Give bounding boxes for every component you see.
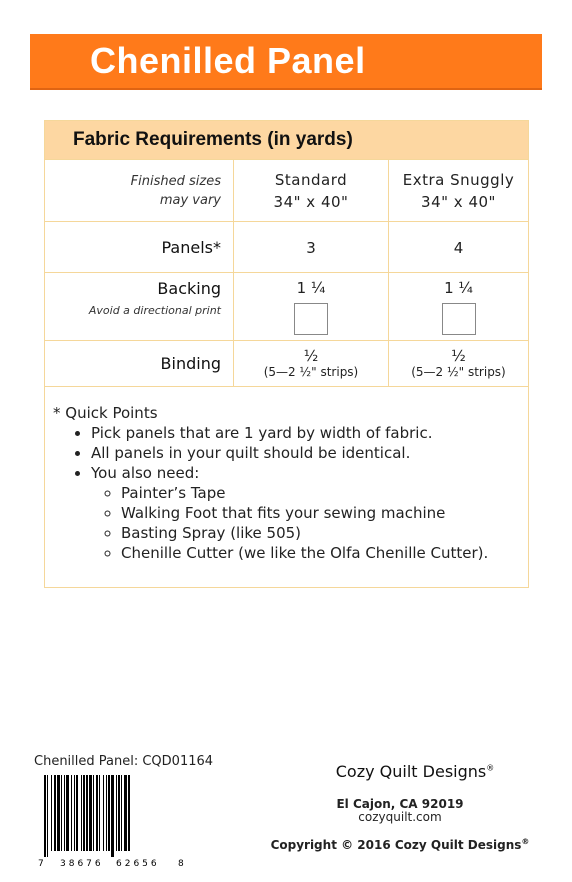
- quick-point-item: • Pick panels that are 1 yard by width of fabric.: [91, 423, 528, 443]
- supplies-list: [91, 483, 528, 563]
- quick-points-heading: * Quick Points: [53, 403, 158, 422]
- barcode-bar: [93, 775, 94, 851]
- backing-extra-swatch: [442, 303, 476, 335]
- panels-label: Panels*: [161, 237, 221, 257]
- binding-row: [45, 341, 528, 386]
- panels-row: [45, 222, 528, 273]
- barcode-bar: [74, 775, 75, 851]
- quick-point-item-label: You also need:: [91, 463, 200, 482]
- barcode-bar: [103, 775, 104, 851]
- barcode-bar: [71, 775, 72, 851]
- panels-standard-cell: [234, 222, 389, 273]
- barcode-bars: [44, 775, 130, 857]
- quick-points: [45, 386, 528, 563]
- backing-note: Avoid a directional print: [88, 304, 221, 317]
- barcode-digit-right: 8: [178, 859, 184, 869]
- page-title: Chenilled Panel: [90, 40, 366, 81]
- size-note-line1: Finished sizes: [130, 173, 221, 189]
- column-standard: [234, 160, 389, 222]
- column-extra-snuggly-name: Extra Snuggly: [402, 170, 515, 189]
- quick-point-item: [91, 463, 528, 563]
- backing-extra-value: 1 ¼: [444, 279, 473, 297]
- binding-label: Binding: [160, 353, 221, 373]
- binding-extra-strips: (5—2 ½" strips): [411, 365, 506, 380]
- quick-points-list: [53, 423, 528, 563]
- barcode-bar: [44, 775, 46, 857]
- title-banner: [30, 34, 542, 90]
- barcode-bar: [54, 775, 56, 851]
- barcode-bar: [128, 775, 130, 851]
- barcode-bar: [89, 775, 92, 851]
- binding-standard-cell: [234, 341, 389, 386]
- column-extra-snuggly: [389, 160, 529, 222]
- barcode-bar: [81, 775, 82, 851]
- supply-item: ◦ Basting Spray (like 505): [121, 523, 528, 543]
- barcode-bar: [61, 775, 62, 851]
- barcode-bar: [99, 775, 100, 851]
- product-code: Chenilled Panel: CQD01164: [34, 754, 214, 769]
- barcode-bar: [106, 775, 107, 851]
- barcode-digits-group2: 62656: [116, 859, 160, 869]
- size-note-cell: [45, 160, 234, 222]
- barcode-bar: [64, 775, 65, 851]
- copyright: [250, 837, 550, 852]
- barcode-bar: [118, 775, 120, 851]
- barcode-bar: [83, 775, 85, 851]
- barcode-bar: [121, 775, 122, 851]
- backing-label: Backing: [157, 279, 221, 298]
- copyright-registered-mark: ®: [521, 837, 530, 846]
- barcode-bar: [51, 775, 52, 851]
- registered-mark: ®: [486, 763, 495, 773]
- barcode-digit-left: 7: [38, 859, 44, 869]
- binding-standard-value: ½: [303, 347, 319, 366]
- fabric-requirements-card: [44, 120, 529, 588]
- backing-label-cell: [45, 273, 234, 341]
- quick-point-item: • All panels in your quilt should be identical.: [91, 443, 528, 463]
- footer-left: [34, 754, 224, 869]
- fabric-requirements-table: [45, 159, 528, 386]
- barcode-bar: [96, 775, 98, 851]
- size-note-line2: may vary: [159, 192, 221, 208]
- column-extra-snuggly-size: 34" x 40": [421, 192, 496, 211]
- backing-standard-swatch: [294, 303, 328, 335]
- panels-extra-cell: [389, 222, 529, 273]
- supply-item: ◦ Walking Foot that fits your sewing machine: [121, 503, 528, 523]
- barcode-bar: [111, 775, 114, 857]
- barcode-bar: [124, 775, 127, 851]
- barcode-bar: [47, 775, 48, 857]
- barcode-bar: [86, 775, 88, 851]
- barcode-bar: [66, 775, 69, 851]
- backing-extra-cell: [389, 273, 529, 341]
- binding-extra-cell: [389, 341, 529, 386]
- barcode: [34, 773, 184, 869]
- barcode-bar: [76, 775, 78, 851]
- panels-extra-value: 4: [453, 238, 464, 257]
- column-standard-size: 34" x 40": [273, 192, 349, 211]
- copyright-text: Copyright © 2016 Cozy Quilt Designs: [270, 838, 522, 852]
- barcode-bar: [57, 775, 60, 851]
- binding-label-cell: [45, 341, 234, 386]
- supply-item: ◦ Chenille Cutter (we like the Olfa Chenille Cutter).: [121, 543, 528, 563]
- backing-standard-value: 1 ¼: [296, 279, 326, 297]
- fabric-requirements-header: [45, 121, 528, 159]
- barcode-digits-group1: 38676: [60, 859, 104, 869]
- supply-item: ◦ Painter’s Tape: [121, 483, 528, 503]
- backing-row: [45, 273, 528, 341]
- barcode-bar: [116, 775, 117, 851]
- website-link[interactable]: cozyquilt.com: [358, 810, 442, 824]
- panels-standard-value: 3: [306, 238, 316, 257]
- fabric-requirements-heading: Fabric Requirements (in yards): [73, 129, 353, 150]
- company-name: [280, 762, 550, 781]
- size-row: [45, 160, 528, 222]
- barcode-bar: [108, 775, 110, 851]
- address: El Cajon, CA 92019: [336, 797, 464, 811]
- backing-standard-cell: [234, 273, 389, 341]
- panels-label-cell: [45, 222, 234, 273]
- company-name-text: Cozy Quilt Designs: [335, 762, 487, 781]
- footer-right: [250, 762, 550, 852]
- column-standard-name: Standard: [274, 170, 348, 189]
- binding-standard-strips: (5—2 ½" strips): [263, 365, 359, 380]
- binding-extra-value: ½: [451, 347, 466, 366]
